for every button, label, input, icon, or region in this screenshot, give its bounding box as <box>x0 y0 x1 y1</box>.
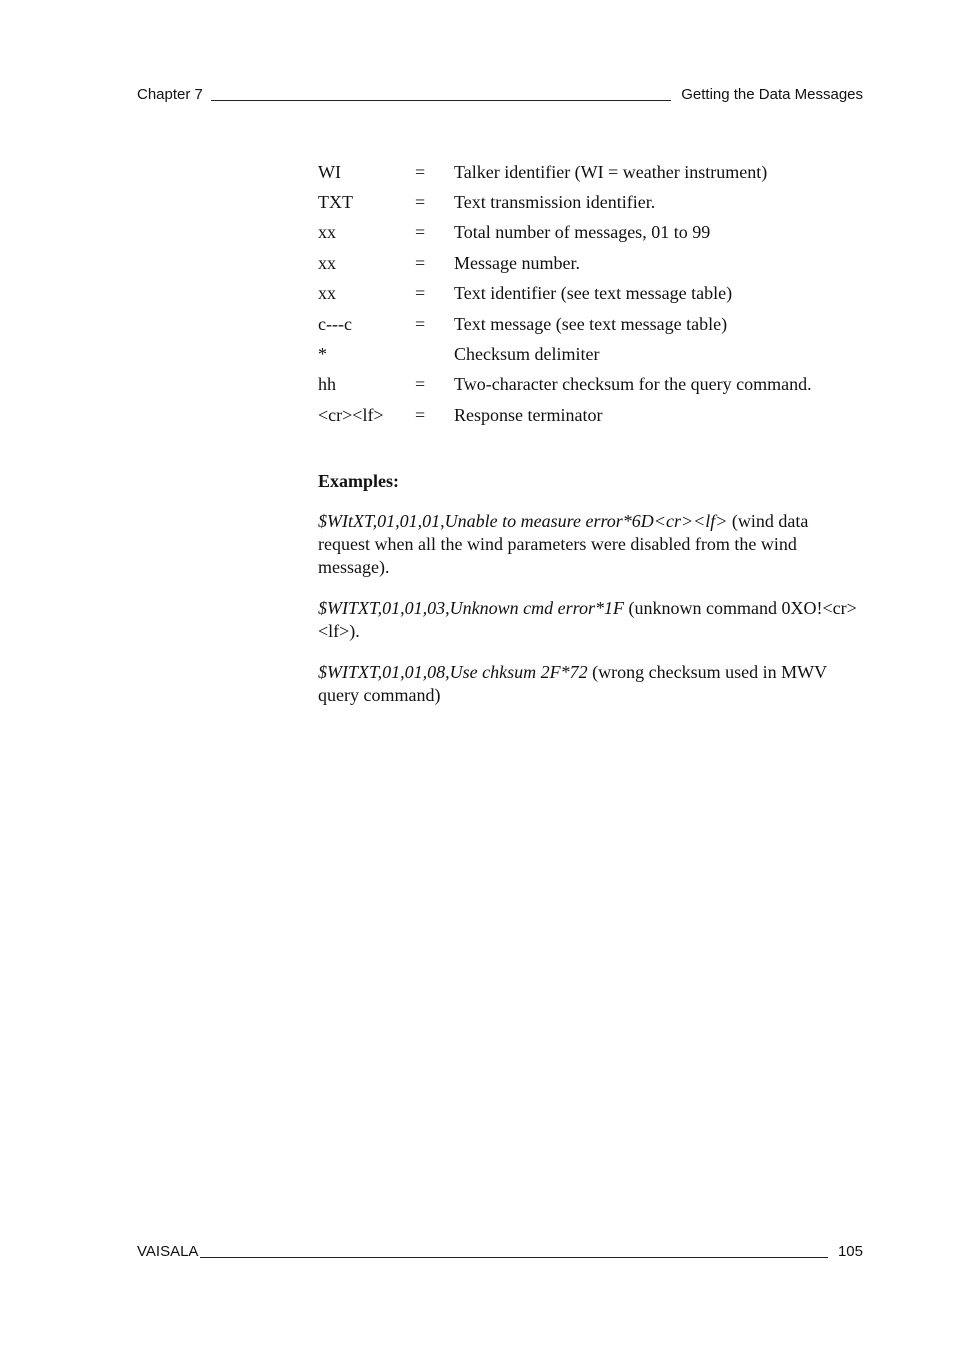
chapter-label: Chapter 7 <box>137 86 203 103</box>
definition-list <box>318 157 863 431</box>
page-footer <box>137 1243 863 1265</box>
definition-description: Talker identifier (WI = weather instrument) <box>454 161 768 182</box>
equals-sign: = <box>415 313 426 334</box>
definition-term: * <box>318 344 327 365</box>
example-code: $WItXT,01,01,01,Unable to measure error*6D<cr><lf> <box>318 510 728 531</box>
main-content <box>318 157 863 725</box>
definition-term: xx <box>318 222 336 243</box>
definition-term: WI <box>318 161 341 182</box>
examples-heading: Examples: <box>318 470 399 491</box>
equals-sign: = <box>415 222 426 243</box>
definition-row <box>318 339 863 369</box>
footer-brand: VAISALA <box>137 1243 199 1260</box>
header-rule <box>211 100 671 101</box>
example-note: (wrong checksum used in MWV query command) <box>318 661 827 705</box>
definition-row <box>318 218 863 248</box>
example-note: (wind data request when all the wind parameters were disabled from the wind message). <box>318 510 809 577</box>
definition-term: TXT <box>318 192 353 213</box>
definition-term: c---c <box>318 313 352 334</box>
example-paragraph <box>318 597 863 643</box>
definition-description: Text identifier (see text message table) <box>454 283 733 304</box>
example-code: $WITXT,01,01,03,Unknown cmd error*1F <box>318 597 624 618</box>
definition-term: hh <box>318 374 336 395</box>
equals-sign: = <box>415 404 426 425</box>
definition-description: Two-character checksum for the query command. <box>454 374 812 395</box>
equals-sign: = <box>415 283 426 304</box>
definition-description: Message number. <box>454 252 580 273</box>
definition-row <box>318 187 863 217</box>
definition-description: Response terminator <box>454 404 603 425</box>
equals-sign: = <box>415 192 426 213</box>
definition-row <box>318 370 863 400</box>
equals-sign: = <box>415 161 426 182</box>
definition-row <box>318 248 863 278</box>
equals-sign: = <box>415 374 426 395</box>
example-note: (unknown command 0XO!<cr><lf>). <box>318 597 857 641</box>
equals-sign: = <box>415 252 426 273</box>
definition-row <box>318 279 863 309</box>
example-paragraph <box>318 661 863 707</box>
page-number: 105 <box>837 1243 863 1260</box>
example-paragraph <box>318 510 863 579</box>
footer-rule <box>200 1257 828 1258</box>
definition-row <box>318 400 863 430</box>
example-code: $WITXT,01,01,08,Use chksum 2F*72 <box>318 661 588 682</box>
definition-term: xx <box>318 283 336 304</box>
definition-row <box>318 157 863 187</box>
page-header <box>137 86 863 108</box>
definition-description: Text transmission identifier. <box>454 192 656 213</box>
definition-row <box>318 309 863 339</box>
definition-term: xx <box>318 252 336 273</box>
section-title: Getting the Data Messages <box>681 86 863 103</box>
definition-description: Checksum delimiter <box>454 344 600 365</box>
definition-term: <cr><lf> <box>318 404 384 425</box>
definition-description: Total number of messages, 01 to 99 <box>454 222 711 243</box>
definition-description: Text message (see text message table) <box>454 313 728 334</box>
